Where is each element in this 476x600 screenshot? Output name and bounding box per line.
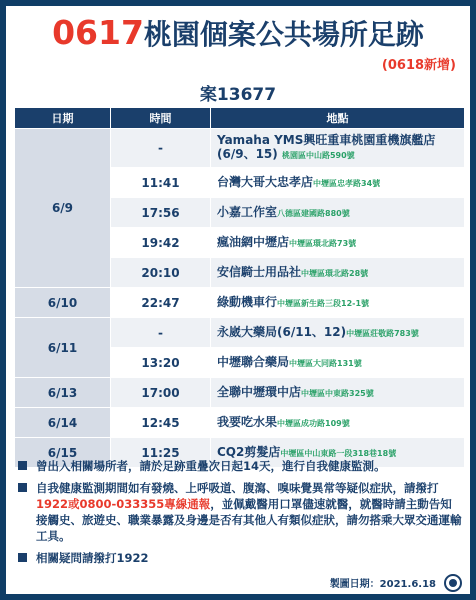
case-number: 案13677 <box>199 85 277 105</box>
table-row <box>15 408 465 438</box>
place-cell <box>211 318 465 348</box>
title-number: 0617 <box>52 13 144 52</box>
poster <box>6 6 470 594</box>
place-name: 綠動機車行 <box>217 294 278 309</box>
place-name: 全聯中壢環中店 <box>217 384 302 399</box>
place-cell <box>211 228 465 258</box>
note-text: 相關疑問請撥打1922 <box>36 551 149 565</box>
square-bullet-icon <box>18 553 27 562</box>
place-dates: (6/9、15) <box>217 147 278 161</box>
place-cell <box>211 288 465 318</box>
time-cell: 17:56 <box>111 198 211 228</box>
time-cell: - <box>111 318 211 348</box>
date-cell: 6/14 <box>15 408 111 438</box>
table-header-row <box>15 108 465 129</box>
hotline-highlight: 1922或0800-033355專線通報 <box>36 497 211 511</box>
place-name: 安信騎士用品社 <box>217 264 302 279</box>
place-address: 中壢區成功路109號 <box>277 418 350 428</box>
time-cell: - <box>111 129 211 168</box>
table-row <box>15 129 465 168</box>
note-item <box>18 550 462 566</box>
place-address: 中壢區中山東路一段318巷18號 <box>280 448 397 458</box>
place-address: 中壢區新生路三段12-1號 <box>277 298 370 308</box>
place-address: 中壢區莊敬路783號 <box>346 328 419 338</box>
production-date: 製圖日期：2021.6.18 <box>329 579 436 590</box>
note-text: 曾出入相關場所者，請於足跡重疊次日起14天，進行自我健康監測。 <box>36 459 386 473</box>
place-address: 中壢區忠孝路34號 <box>313 178 381 188</box>
government-seal-icon <box>444 574 462 592</box>
place-cell <box>211 408 465 438</box>
place-address: 中壢區大同路131號 <box>289 358 362 368</box>
note-text: ，並佩戴醫用口罩儘速就醫，就醫時請主動告知接觸史、旅遊史、職業暴露及身邊是否有其他人有類似症狀，請勿搭乘大眾交通運輸工具。 <box>36 497 462 543</box>
place-cell <box>211 378 465 408</box>
place-name: Yamaha YMS興旺重車桃園重機旗艦店 <box>217 133 436 147</box>
date-cell: 6/11 <box>15 318 111 378</box>
table-row <box>15 318 465 348</box>
header-place: 地點 <box>211 108 465 129</box>
place-address: 桃園區中山路590號 <box>281 151 355 160</box>
place-address: 八德區建國路880號 <box>277 208 350 218</box>
note-item <box>18 458 462 474</box>
place-cell <box>211 258 465 288</box>
time-cell: 12:45 <box>111 408 211 438</box>
table-row <box>15 378 465 408</box>
date-cell: 6/9 <box>15 129 111 288</box>
time-cell: 11:41 <box>111 168 211 198</box>
square-bullet-icon <box>18 483 27 492</box>
place-name: 瘋油網中壢店 <box>217 234 290 249</box>
time-cell: 20:10 <box>111 258 211 288</box>
date-cell: 6/13 <box>15 378 111 408</box>
footprint-table <box>14 107 465 468</box>
date-cell: 6/15 <box>15 438 111 468</box>
title-text: 桃園個案公共場所足跡 <box>143 18 424 51</box>
header-date: 日期 <box>15 108 111 129</box>
place-name: 中壢聯合藥局 <box>217 354 290 369</box>
place-name: 台灣大哥大忠孝店 <box>217 174 314 189</box>
time-cell: 22:47 <box>111 288 211 318</box>
place-cell <box>211 198 465 228</box>
header-time: 時間 <box>111 108 211 129</box>
new-tag: (0618新增) <box>381 58 456 73</box>
note-item <box>18 480 462 544</box>
place-cell <box>211 129 465 168</box>
place-cell <box>211 168 465 198</box>
place-name: 永崴大藥局(6/11、12) <box>217 324 347 339</box>
place-address: 中壢區環北路28號 <box>301 268 369 278</box>
notes-list <box>18 458 462 572</box>
square-bullet-icon <box>18 461 27 470</box>
time-cell: 13:20 <box>111 348 211 378</box>
page-title <box>6 13 470 52</box>
place-address: 中壢區環北路73號 <box>289 238 357 248</box>
place-name: 我要吃水果 <box>217 414 278 429</box>
place-address: 中壢區中東路325號 <box>301 388 374 398</box>
table-row <box>15 288 465 318</box>
time-cell: 11:25 <box>111 438 211 468</box>
place-name: 小嘉工作室 <box>217 204 278 219</box>
date-cell: 6/10 <box>15 288 111 318</box>
place-cell <box>211 348 465 378</box>
time-cell: 17:00 <box>111 378 211 408</box>
time-cell: 19:42 <box>111 228 211 258</box>
note-text: 自我健康監測期間如有發燒、上呼吸道、腹瀉、嗅味覺異常等疑似症狀，請撥打 <box>36 481 439 495</box>
place-name: CQ2剪髮店 <box>217 444 281 459</box>
